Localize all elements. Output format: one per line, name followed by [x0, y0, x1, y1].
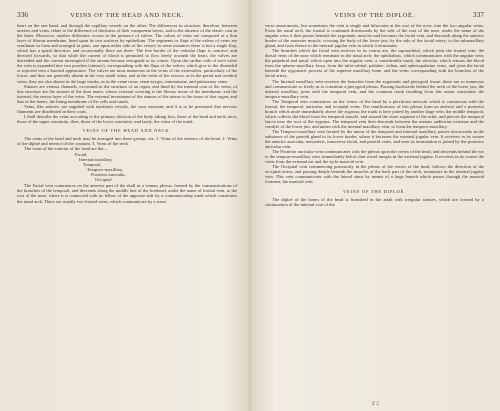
body-text — [265, 23, 484, 207]
list-item: Posterior auricular, — [91, 172, 126, 178]
running-head — [265, 10, 484, 19]
list-item: Internal maxillary, — [79, 157, 113, 163]
list-item: Temporo-maxillary, — [87, 167, 124, 173]
page-number: 337 — [472, 10, 484, 19]
section-title: VEINS OF THE HEAD AND NECK. — [82, 127, 172, 133]
paragraph: heart on the one hand, and through the capillary vessels on the other. The differences in structure, therefore, between arteries and veins, relate to the difference of thickness of their component layers, and to the absence of the elastic coat in the latter. Moreover, another difference occurs in the presence of valves. The valves of veins are composed of a thin layer of fibrous membrane, lined upon its two surfaces by epithelium. The segments or flaps of the valves of veins are semilunar in form and arranged in pairs, one upon either side of the vessel; in some instances there is but a single flap, which has a spiral direction, and occasionally there are three. The free border of the valvular flaps is concave, and directed forwards, so that while the current of blood is permitted to flow freely towards the heart, the valves are distended and the current interrupted if the stream become retrograde in its course. Upon the cardiac side of each valve the vein is expanded into two pouches (sinuses), corresponding with the flaps of the valves; which give to the distended or injected vein a knotted appearance. The valves are most numerous in the veins of the extremities, particularly of the lower; and they are generally absent in the very small veins, and in the veins of the viscera, as in the portal and cerebral veins; they are also absent in the large trunks, as in the venæ cavæ, venæ azygos, innominatæ, and pulmonary veins. — [17, 23, 237, 84]
list-item: Facial, — [75, 152, 88, 158]
right-page — [250, 0, 500, 411]
signature-mark: Z 2 — [372, 402, 379, 407]
section-title: VEINS OF THE DIPLOË. — [343, 188, 406, 194]
paragraph: The diploë of the bones of the head is furnished in the adult with irregular sinuses, which are formed by a continuation of the internal coat of the — [265, 196, 484, 207]
vein-list — [75, 152, 237, 182]
paragraph: Sinuses are venous channels, excavated in the structure of an organ, and lined by the internal coat of the veins; of this structure are the sinuses of the dura mater, whose external covering is the fibrous tissue of the membrane, and the internal, the serous layer of the veins. The external investment of the sinuses of the uterus is the tissue of that organ; and that of the bones, the lining membrane of the cells and canals. — [17, 83, 237, 104]
paragraph: The branches which the facial vein receives in its course are, the supraorbital, which joins the frontal vein; the dorsal veins of the nose which terminate in the nasal arch; the ophthalmic, which communicates with the angular vein; the palpebral and nasal, which open into the angular vein; a considerable trunk, the alveolar, which returns the blood from the spheno-maxillary fossa, from the infra-orbital, palatine, vidian, and sphenopalatine veins, and joins the facial beneath the zygomatic process of the superior maxillary bone, and the veins corresponding with the branches of the facial artery. — [265, 48, 484, 79]
list-item: Temporal, — [83, 162, 102, 168]
running-title: VEINS OF THE HEAD AND NECK. — [70, 12, 184, 19]
paragraph: The Internal maxillary vein receives the branches from the zygomatic and pterygoid fossæ; these are so numerous and communicate so freely as to constitute a pterygoid plexus. Passing backwards behind the neck of the lower jaw, the internal maxillary joins with the temporal vein, and the common trunk resulting from this union constitutes the temporo-maxillary vein. — [265, 78, 484, 99]
paragraph: The veins of the head and neck may be arranged into three groups, viz. 1. Veins of the exterior of the head. 2. Veins of the diploë and interior of the cranium. 3. Veins of the neck. — [17, 135, 237, 146]
paragraph: I shall describe the veins according to the primary division of the body, taking first, those of the head and neck; next, those of the upper extremity; then, those of the lower extremity; and lastly, the veins of the trunk. — [17, 113, 237, 124]
running-head — [17, 10, 237, 19]
list-item: Occipital. — [95, 177, 113, 183]
paragraph: Veins, like arteries, are supplied with nutritious vessels, the vasa vasorum; and it is to be presumed that nervous filaments are distributed in their coats. — [17, 103, 237, 114]
paragraph: The Posterior auricular vein communicates with the plexus upon the vertex of the head, and descends behind the ear to the temporo-maxillary vein, immediately below that vessel merges in the external jugular. It receives in its course the veins from the external ear and the stylo-mastoid vein. — [265, 149, 484, 165]
body-text — [17, 23, 237, 204]
paragraph: The Facial vein commences on the anterior part of the skull in a venous plexus, formed by the communications of the branches of the temporal, and descends along the middle line of the forehead, under the name of frontal vein, to the root of the nose, where it is connected with its fellow of the opposite side by a communicating trunk which constitutes the nasal arch. There are usually two frontal veins, which communicate by a trans- — [17, 183, 237, 204]
paragraph: The Occipital vein commencing posteriorly in the plexus of the vertex of the head, follows the direction of the occipital artery, and passing deeply beneath the muscles of the back part of the neck, terminates in the internal jugular vein. This vein communicates with the lateral sinus by means of a large branch which passes through the mastoid foramen, the mastoid vein. — [265, 164, 484, 185]
running-title: VEINS OF THE DIPLOË. — [334, 12, 415, 19]
page-number: 336 — [17, 10, 29, 19]
paragraph: verse anastomosis; but sometimes the vein is single and bifurcates at the root of the nose, into the two angular veins. From the nasal arch, the frontal is continued downwards by the side of the root of the nose, under the name of the angular vein; it then passes beneath the zygomatic muscles and becomes the facial vein, and descends along the anterior border of the masseter muscle, crossing the body of the lower jaw, by the side of the facial artery, to the submaxillary gland, and from thence to the internal jugular vein in which it terminates. — [265, 23, 484, 49]
paragraph: The Temporo-maxillary vein formed by the union of the temporal and internal maxillary, passes downwards in the substance of the parotid gland to its lower border, where it becomes the external jugular vein. It receives in its course the anterior auricular, masseteric, transverse facial, and parotid veins, and near its termination is joined by the posterior auricular vein. — [265, 128, 484, 150]
paragraph: The Temporal vein commences on the vertex of the head by a plexiform network which is continuous with the frontal, the temporal, auricular, and occipital veins. The ramifications of this plexus form an anterior and a posterior branch which unite immediately above the zygoma; the trunk is here joined by another large vein, the middle temporal, which collects the blood from the temporal muscle, and around the outer segment of the orbit, and pierces the temporal fascia near the root of the zygoma. The temporal vein then descends between the meatus auditorius externus and the condyle of the lower jaw, and unites with the internal maxillary vein, to form the temporo-maxillary. — [265, 98, 484, 129]
paragraph: The veins of the exterior of the head are the— — [24, 146, 108, 152]
